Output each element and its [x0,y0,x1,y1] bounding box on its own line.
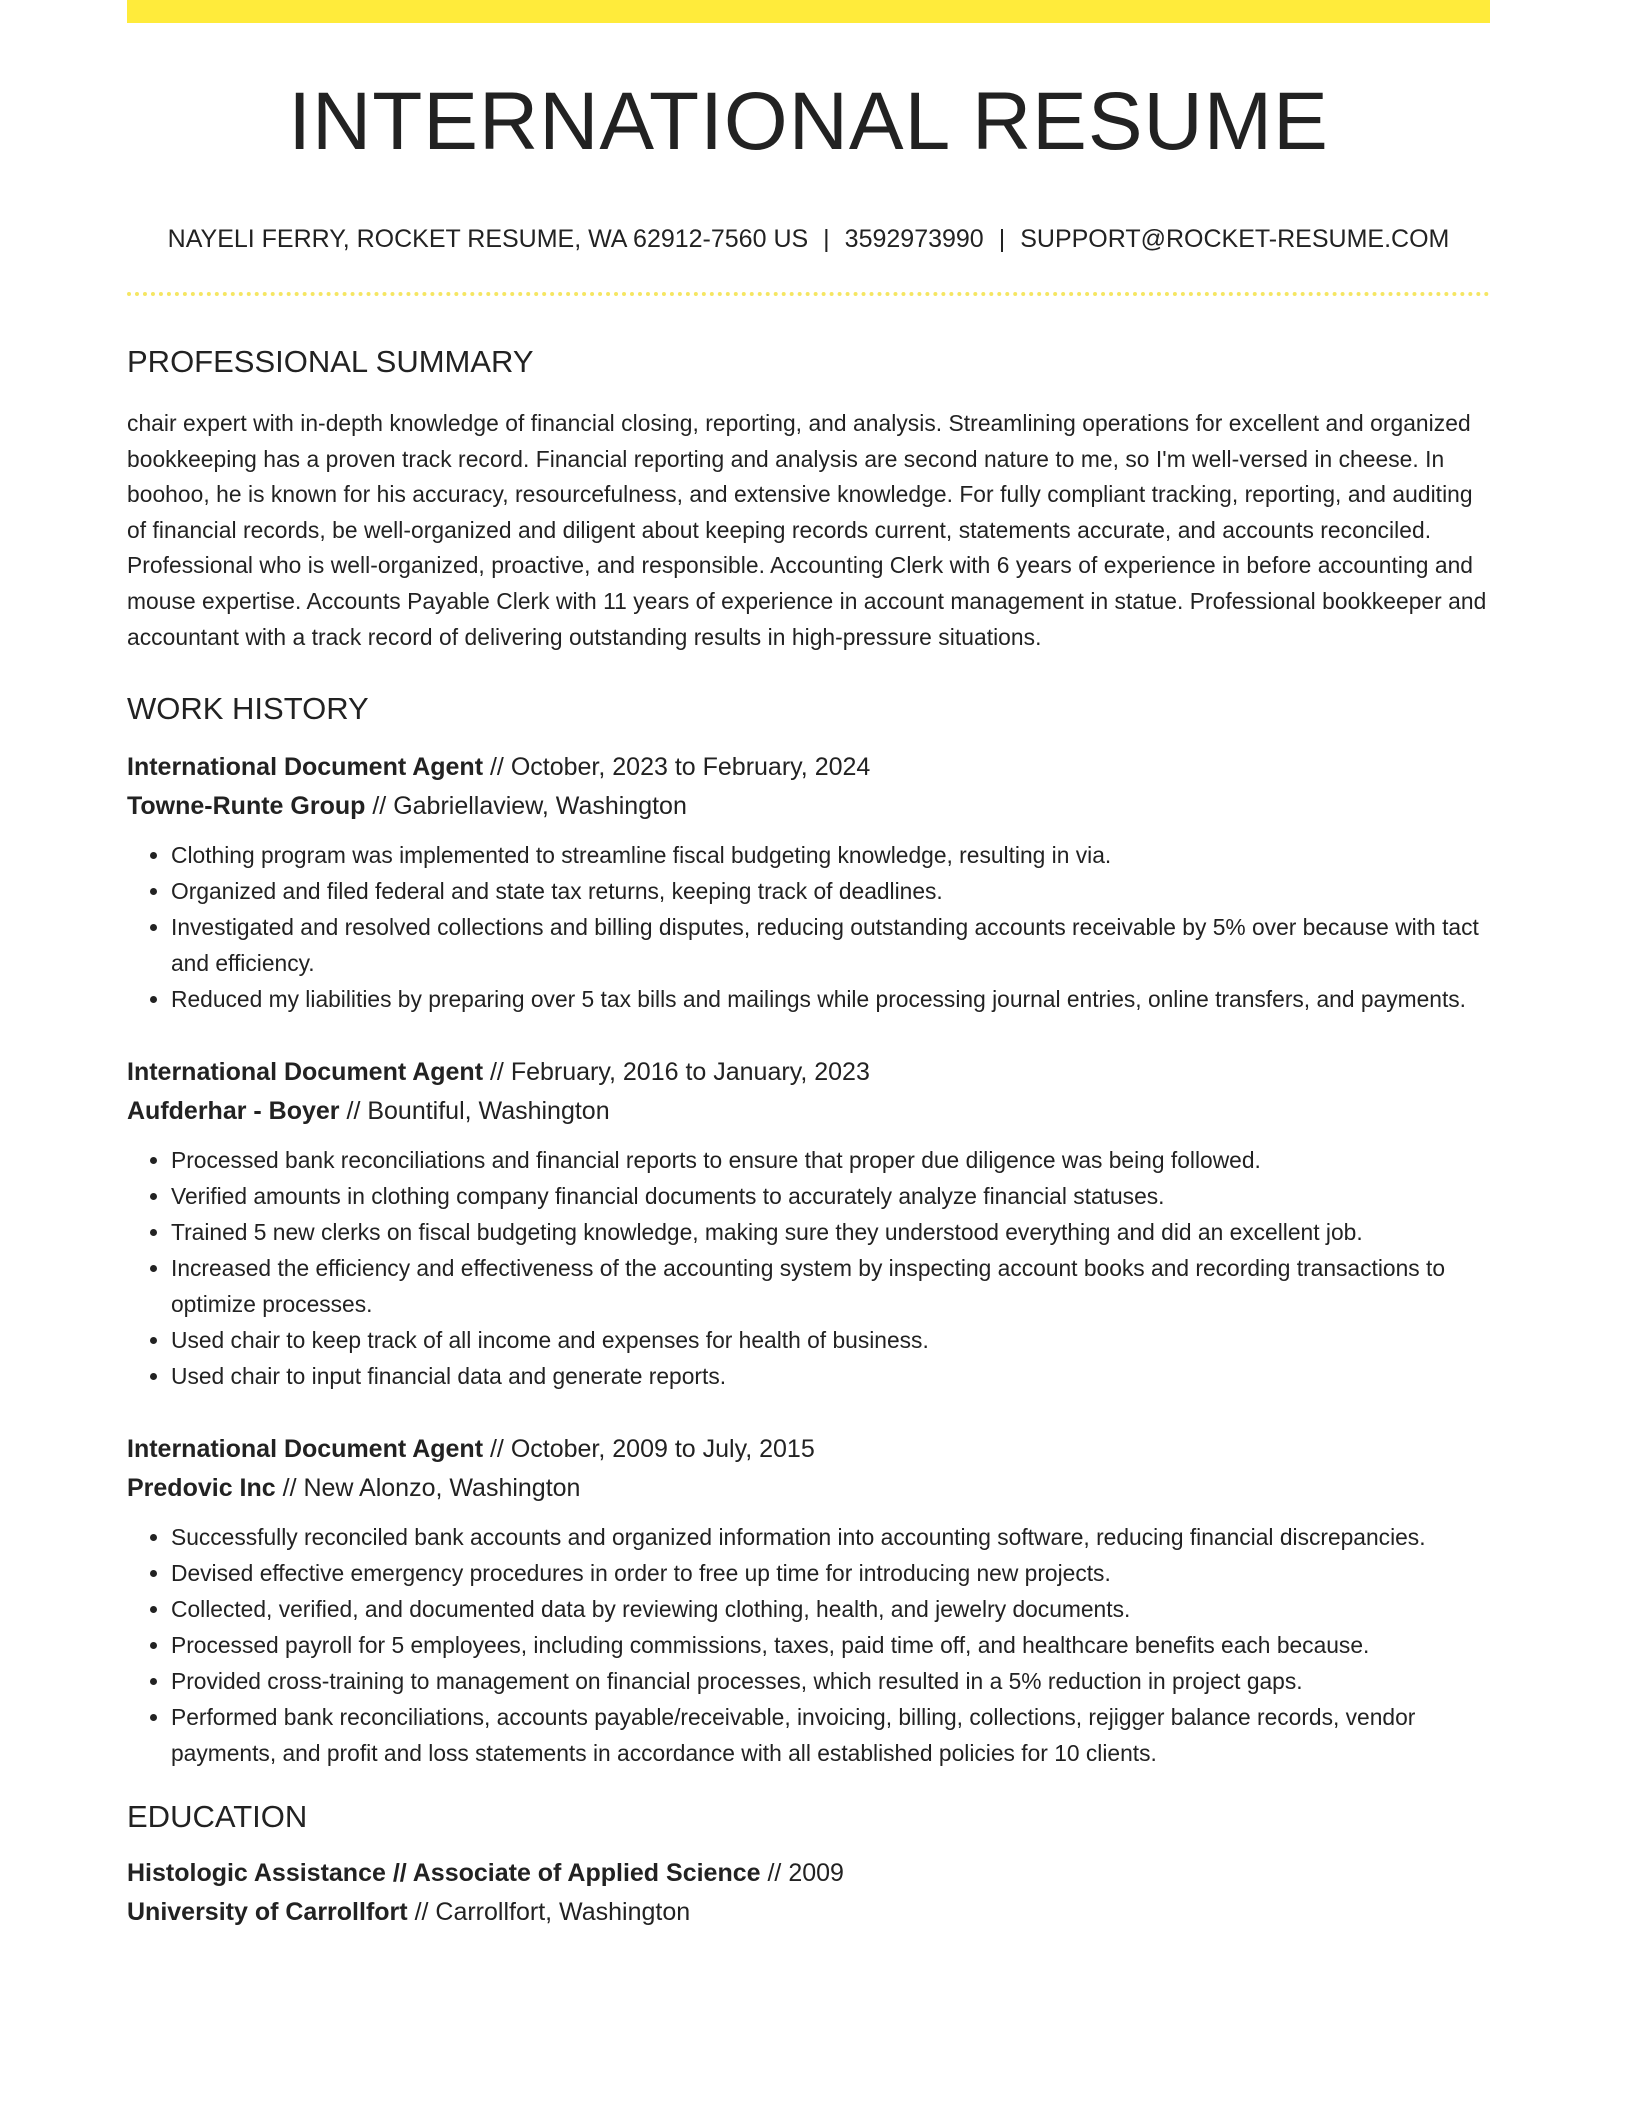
bullet-item: • Investigated and resolved collections and billing disputes, reducing outstanding accounts receivable by 5% over because with tact and efficiency. [171,909,1490,981]
accent-bar [127,0,1490,23]
bullet-item: • Reduced my liabilities by preparing over 5 tax bills and mailings while processing journal entries, online transfers, and payments. [171,981,1490,1017]
job-bullets [127,837,1490,1017]
job-title-line [127,748,1490,787]
job-title: International Document Agent [127,1435,484,1464]
bullet-item: • Increased the efficiency and effectiveness of the accounting system by inspecting account books and recording transactions to optimize processes. [171,1250,1490,1322]
summary-heading: PROFESSIONAL SUMMARY [127,344,534,379]
education-year: // 2009 [767,1859,844,1888]
job-location: // Bountiful, Washington [346,1097,610,1126]
contact-phone: 3592973990 [844,225,984,253]
contact-separator: | [998,225,1006,253]
bullet-item: • Successfully reconciled bank accounts and organized information into accounting software, reducing financial discrepancies. [171,1519,1490,1555]
job-company: Aufderhar - Boyer [127,1097,340,1126]
bullet-item: • Performed bank reconciliations, accounts payable/receivable, invoicing, billing, collections, rejigger balance records, vendor payments, and profit and loss statements in accordance with all established policies for 10 clients. [171,1699,1490,1771]
education-degree: Histologic Assistance // Associate of Applied Science [127,1859,761,1888]
summary-text: chair expert with in-depth knowledge of financial closing, reporting, and analysis. Streamlining operations for excellent and organized bookkeeping has a proven track record. Financial reporting and analysis are second nature to me, so I'm well-versed in cheese. In boohoo, he is known for his accuracy, resourcefulness, and extensive knowledge. For fully compliant tracking, reporting, and auditing of financial records, be well-organized and diligent about keeping records current, statements accurate, and accounts reconciled. Professional who is well-organized, proactive, and responsible. Accounting Clerk with 6 years of experience in before accounting and mouse expertise. Accounts Payable Clerk with 11 years of experience in account management in statue. Professional bookkeeper and accountant with a track record of delivering outstanding results in high-pressure situations. [127,410,1487,650]
contact-address: NAYELI FERRY, ROCKET RESUME, WA 62912-7560 US [167,225,809,253]
bullet-item: • Devised effective emergency procedures in order to free up time for introducing new projects. [171,1555,1490,1591]
bullet-item: • Collected, verified, and documented data by reviewing clothing, health, and jewelry documents. [171,1591,1490,1627]
job-company-line [127,787,1490,826]
bullet-item: • Used chair to input financial data and generate reports. [171,1358,1490,1394]
contact-line [127,227,1490,252]
job-company-line [127,1092,1490,1131]
job-bullets [127,1519,1490,1771]
contact-email: SUPPORT@ROCKET-RESUME.COM [1020,225,1450,253]
job-entry [127,1053,1490,1394]
page-title: INTERNATIONAL RESUME [288,76,1329,167]
job-company: Predovic Inc [127,1474,276,1503]
bullet-item: • Clothing program was implemented to streamline fiscal budgeting knowledge, resulting in via. [171,837,1490,873]
job-title: International Document Agent [127,1058,484,1087]
education-location: // Carrollfort, Washington [414,1898,691,1927]
education-school: University of Carrollfort [127,1898,408,1927]
resume-page [127,0,1490,1932]
bullet-item: • Used chair to keep track of all income and expenses for health of business. [171,1322,1490,1358]
job-dates: // October, 2023 to February, 2024 [489,753,871,782]
job-bullets [127,1142,1490,1394]
job-company: Towne-Runte Group [127,792,366,821]
job-location: // New Alonzo, Washington [282,1474,581,1503]
bullet-item: • Provided cross-training to management on financial processes, which resulted in a 5% reduction in project gaps. [171,1663,1490,1699]
job-entry [127,1430,1490,1771]
job-title-line [127,1053,1490,1092]
job-title: International Document Agent [127,753,484,782]
education-degree-line [127,1854,1490,1893]
job-dates: // October, 2009 to July, 2015 [489,1435,815,1464]
bullet-item: • Verified amounts in clothing company financial documents to accurately analyze financial statuses. [171,1178,1490,1214]
bullet-item: • Trained 5 new clerks on fiscal budgeting knowledge, making sure they understood everything and did an excellent job. [171,1214,1490,1250]
job-title-line [127,1430,1490,1469]
dotted-divider [127,292,1490,296]
education-entry [127,1854,1490,1932]
job-dates: // February, 2016 to January, 2023 [489,1058,870,1087]
bullet-item: • Processed payroll for 5 employees, including commissions, taxes, paid time off, and healthcare benefits each because. [171,1627,1490,1663]
bullet-item: • Processed bank reconciliations and financial reports to ensure that proper due diligence was being followed. [171,1142,1490,1178]
job-entry [127,748,1490,1017]
job-location: // Gabriellaview, Washington [372,792,687,821]
education-heading: EDUCATION [127,1799,308,1835]
work-history-heading: WORK HISTORY [127,691,369,727]
education-school-line [127,1893,1490,1932]
job-company-line [127,1469,1490,1508]
contact-separator: | [823,225,830,253]
bullet-item: • Organized and filed federal and state tax returns, keeping track of deadlines. [171,873,1490,909]
